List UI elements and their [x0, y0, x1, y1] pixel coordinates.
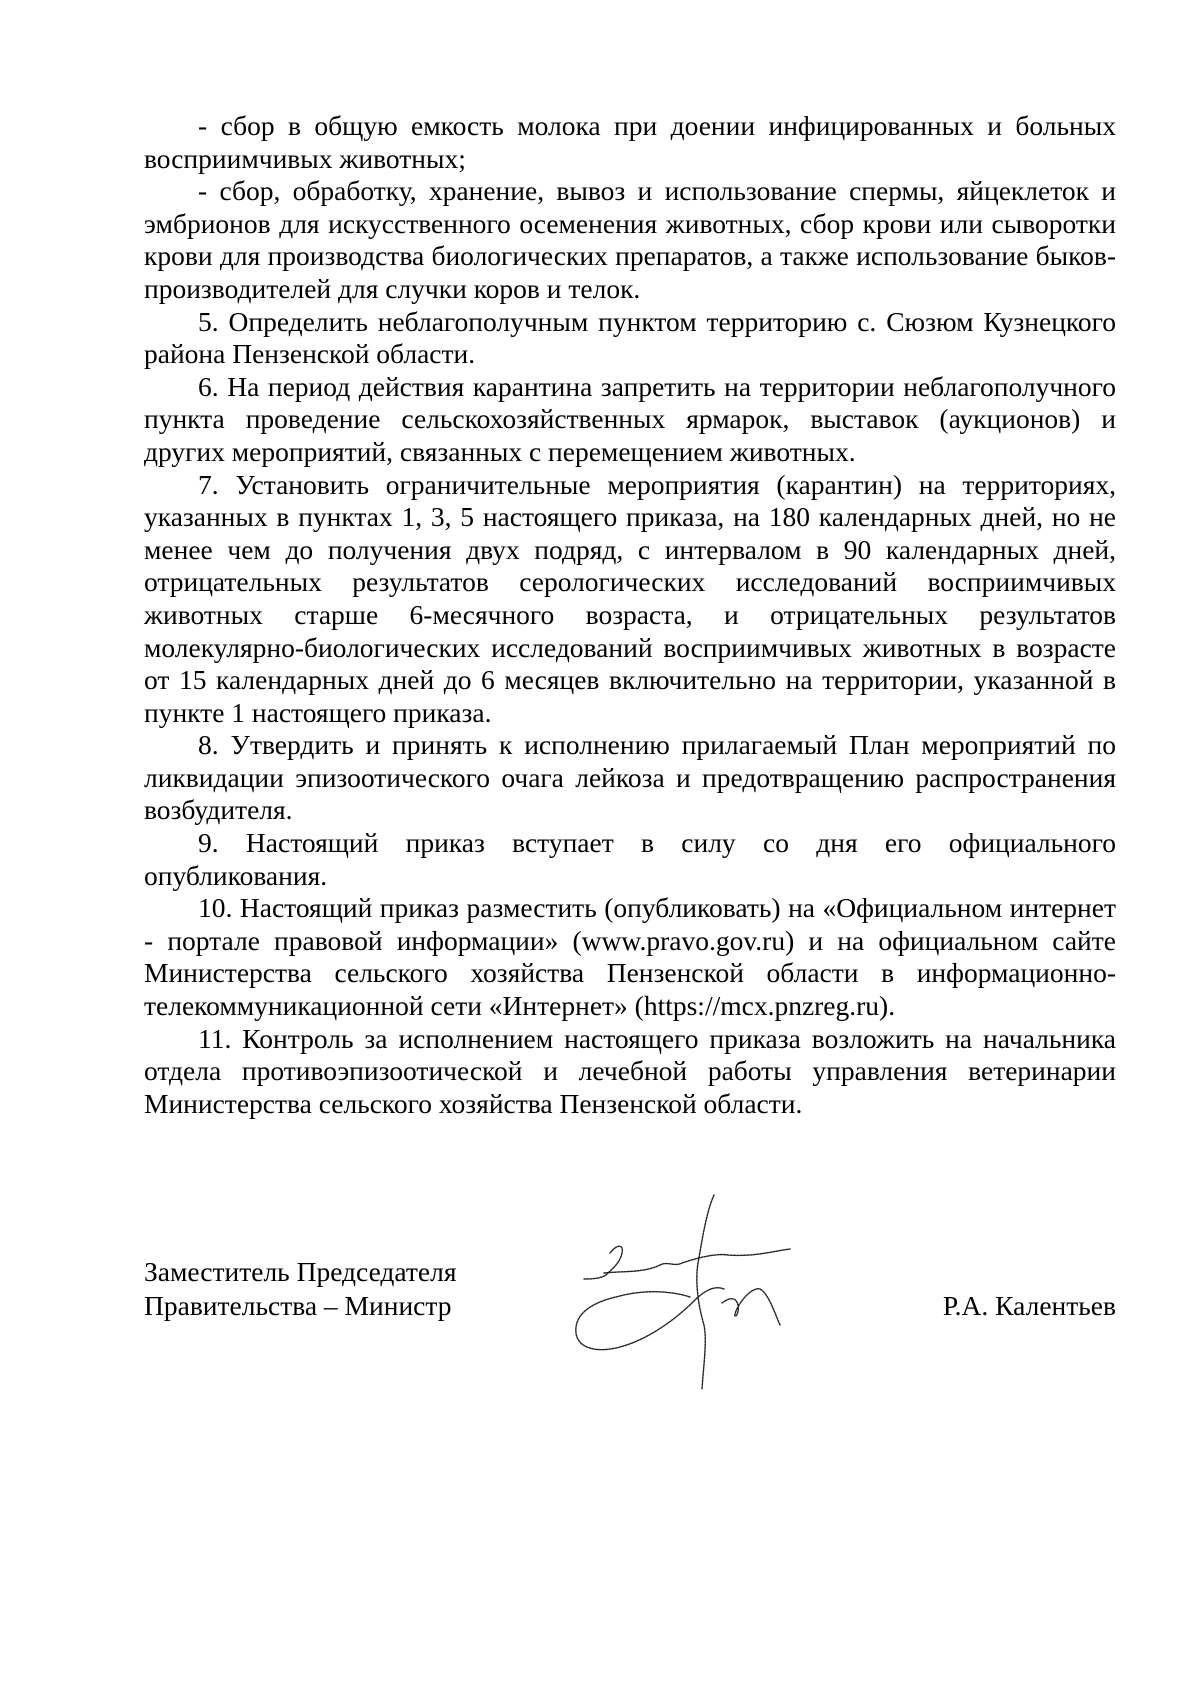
- paragraph-item-7: 7. Установить ограничительные мероприятия (карантин) на территориях, указанных в пунктах 1, 3, 5 настоящего приказа, на 180 календарных дней, но не менее чем до получения двух подряд, с интервалом в 90 календарных дней, отрицательных результатов серологических исследований восприимчивых животных старше 6-месячного возраста, и отрицательных результатов молекулярно-биологических исследований восприимчивых животных в возрасте от 15 календарных дней до 6 месяцев включительно на территории, указанной в пункте 1 настоящего приказа.: [144, 468, 1116, 728]
- paragraph-item-8: 8. Утвердить и принять к исполнению прилагаемый План мероприятий по ликвидации эпизоотического очага лейкоза и предотвращению распространения возбудителя.: [144, 729, 1116, 826]
- signature-block: [144, 1255, 1116, 1375]
- paragraph-item-10: 10. Настоящий приказ разместить (опубликовать) на «Официальном интернет - портале правовой информации» (www.pravo.gov.ru) и на официальном сайте Министерства сельского хозяйства Пензенской области в информационно-телекоммуникационной сети «Интернет» (https://mcx.pnzreg.ru).: [144, 892, 1116, 1022]
- paragraph-item-11: 11. Контроль за исполнением настоящего приказа возложить на начальника отдела противоэпизоотической и лечебной работы управления ветеринарии Министерства сельского хозяйства Пензенской области.: [144, 1022, 1116, 1119]
- signatory-name: Р.А. Калентьев: [942, 1290, 1116, 1321]
- document-body: [144, 110, 1116, 1120]
- handwritten-signature: [564, 1193, 804, 1393]
- signatory-title-line-1: Заместитель Председателя: [144, 1256, 457, 1287]
- signatory-title-line-2: Правительства – Министр: [144, 1290, 452, 1321]
- paragraph-sperm-collection: - сбор, обработку, хранение, вывоз и использование спермы, яйцеклеток и эмбрионов для искусственного осеменения животных, сбор крови или сыворотки крови для производства биологических препаратов, а также использование быков-производителей для случки коров и телок.: [144, 175, 1116, 304]
- paragraph-item-5: 5. Определить неблагополучным пунктом территорию с. Сюзюм Кузнецкого района Пензенской области.: [144, 305, 1116, 370]
- paragraph-item-6: 6. На период действия карантина запретить на территории неблагополучного пункта проведение сельскохозяйственных ярмарок, выставок (аукционов) и других мероприятий, связанных с перемещением животных.: [144, 370, 1116, 467]
- paragraph-milk-collection: - сбор в общую емкость молока при доении инфицированных и больных восприимчивых животных;: [144, 110, 1116, 174]
- paragraph-item-9: 9. Настоящий приказ вступает в силу со дня его официального опубликования.: [144, 827, 1116, 891]
- signatory-title: [144, 1255, 504, 1323]
